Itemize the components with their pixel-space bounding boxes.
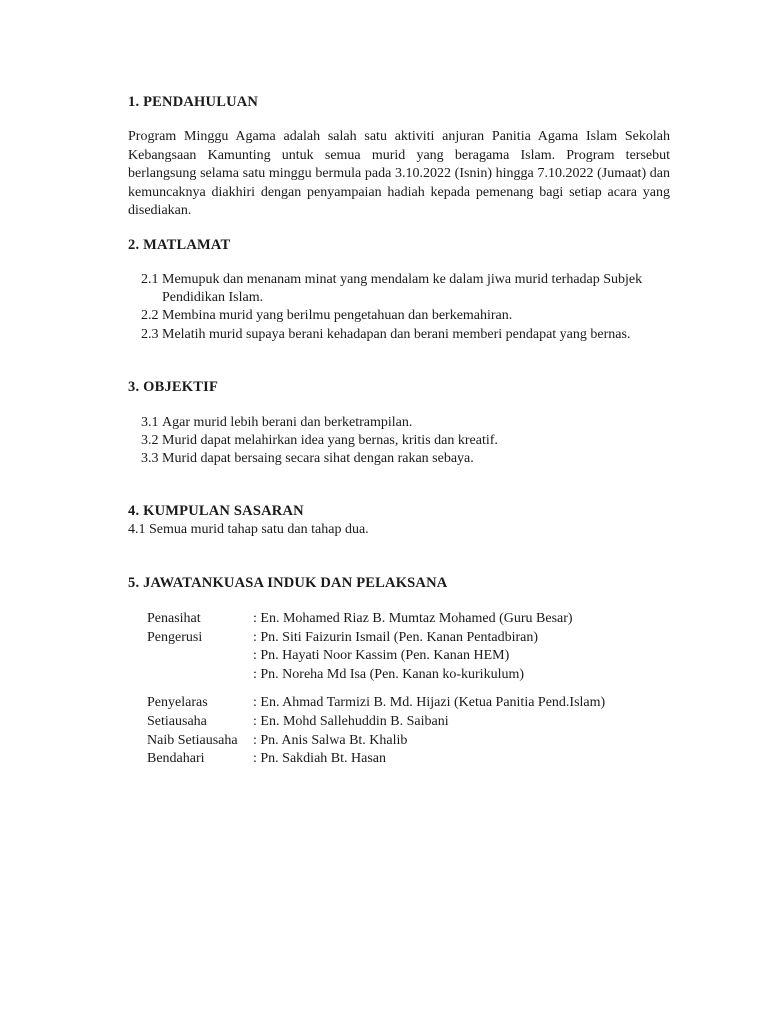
committee-role: Penyelaras bbox=[147, 695, 208, 711]
committee-row bbox=[147, 629, 605, 648]
committee-row bbox=[147, 732, 605, 751]
committee-role: Setiausaha bbox=[147, 713, 207, 729]
list-item-text: Murid dapat bersaing secara sihat dengan rakan sebaya. bbox=[162, 451, 474, 467]
committee-member: : Pn. Noreha Md Isa (Pen. Kanan ko-kurikulum) bbox=[253, 666, 525, 682]
committee-member: : Pn. Siti Faizurin Ismail (Pen. Kanan Pentadbiran) bbox=[253, 629, 539, 645]
committee-role: Bendahari bbox=[147, 751, 205, 767]
objektif-list bbox=[141, 414, 661, 469]
list-item-number: 3.1 bbox=[141, 415, 159, 430]
committee-group-spacer bbox=[147, 684, 605, 694]
pendahuluan-paragraph: Program Minggu Agama adalah salah satu aktiviti anjuran Panitia Agama Islam Sekolah Kebangsaan Kamunting untuk semua murid yang beragama Islam. Program tersebut berlangsung selama satu minggu bermula pada 3.10.2022 (Isnin) hingga 7.10.2022 (Jumaat) dan kemuncaknya diakhiri dengan penyampaian hadiah kepada pemenang bagi setiap acara yang disediakan. bbox=[128, 129, 670, 219]
kumpulan-sasaran-line: 4.1 Semua murid tahap satu dan tahap dua. bbox=[128, 522, 369, 537]
committee-row bbox=[147, 647, 605, 666]
committee-role bbox=[147, 666, 253, 685]
committee-member: : Pn. Hayati Noor Kassim (Pen. Kanan HEM) bbox=[253, 648, 510, 664]
committee-role bbox=[147, 647, 253, 666]
committee-row bbox=[147, 694, 605, 713]
list-item bbox=[141, 326, 661, 344]
committee-list bbox=[147, 610, 605, 769]
list-item-number: 2.2 bbox=[141, 308, 159, 324]
committee-role: Pengerusi bbox=[147, 629, 203, 645]
heading-objektif: 3. OBJEKTIF bbox=[128, 379, 219, 395]
heading-jawatankuasa: 5. JAWATANKUASA INDUK DAN PELAKSANA bbox=[128, 575, 448, 591]
committee-row bbox=[147, 713, 605, 732]
list-item-text: Agar murid lebih berani dan berketrampilan. bbox=[162, 415, 413, 430]
list-item bbox=[141, 414, 661, 432]
committee-role: Penasihat bbox=[147, 611, 201, 626]
list-item-text: Melatih murid supaya berani kehadapan dan berani memberi pendapat yang bernas. bbox=[162, 326, 631, 342]
heading-kumpulan-sasaran: 4. KUMPULAN SASARAN bbox=[128, 503, 304, 519]
committee-row bbox=[147, 610, 605, 629]
committee-member: : En. Ahmad Tarmizi B. Md. Hijazi (Ketua Panitia Pend.Islam) bbox=[253, 695, 606, 711]
committee-row bbox=[147, 750, 605, 769]
committee-member: : En. Mohamed Riaz B. Mumtaz Mohamed (Guru Besar) bbox=[253, 611, 573, 626]
committee-member: : En. Mohd Sallehuddin B. Saibani bbox=[253, 713, 449, 729]
list-item bbox=[141, 432, 661, 450]
committee-member: : Pn. Anis Salwa Bt. Khalib bbox=[253, 732, 408, 748]
committee-member: : Pn. Sakdiah Bt. Hasan bbox=[253, 751, 386, 767]
list-item-number: 3.3 bbox=[141, 451, 159, 467]
list-item-number: 2.1 bbox=[141, 272, 159, 287]
list-item-number: 2.3 bbox=[141, 326, 159, 342]
heading-matlamat: 2. MATLAMAT bbox=[128, 237, 231, 253]
heading-pendahuluan: 1. PENDAHULUAN bbox=[128, 94, 259, 110]
list-item-text: Murid dapat melahirkan idea yang bernas, kritis dan kreatif. bbox=[162, 433, 498, 449]
list-item-text: Memupuk dan menanam minat yang mendalam ke dalam jiwa murid terhadap Subjek Pendidikan Islam. bbox=[162, 272, 643, 306]
matlamat-list bbox=[141, 271, 661, 344]
list-item-text: Membina murid yang berilmu pengetahuan dan berkemahiran. bbox=[162, 308, 513, 324]
list-item-number: 3.2 bbox=[141, 433, 159, 449]
list-item bbox=[141, 271, 661, 307]
committee-role: Naib Setiausaha bbox=[147, 732, 238, 748]
list-item bbox=[141, 450, 661, 468]
committee-row bbox=[147, 666, 605, 685]
list-item bbox=[141, 307, 661, 325]
